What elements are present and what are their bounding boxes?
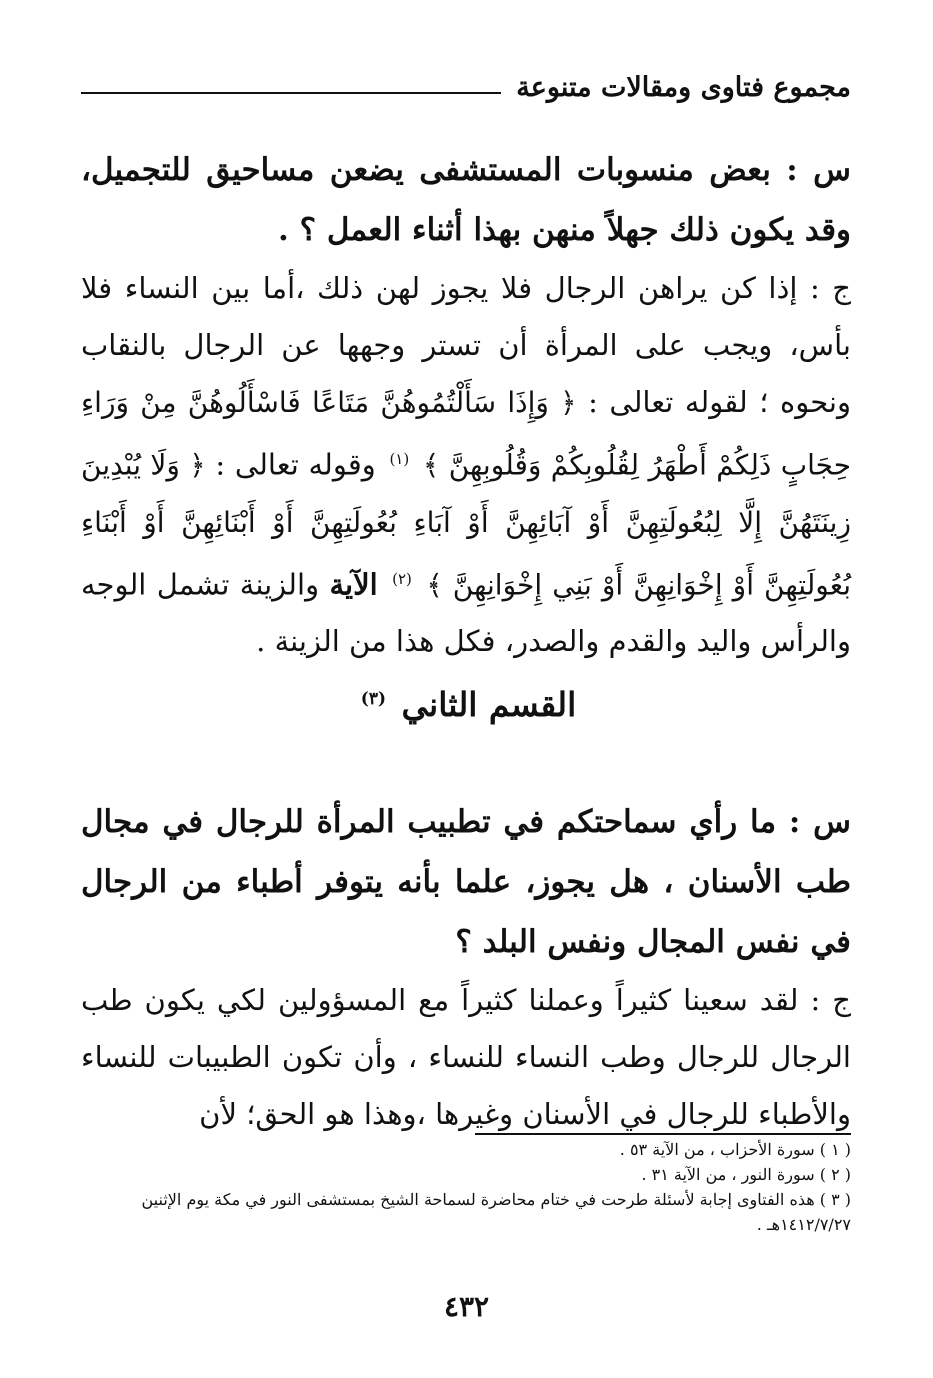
- footnote-1: ( ١ ) سورة الأحزاب ، من الآية ٥٣ .: [619, 1140, 851, 1159]
- footnote-ref-3: (٣): [360, 689, 386, 709]
- page-number: ٤٣٢: [443, 1290, 490, 1323]
- answer-1-middle: وقوله تعالى :: [215, 447, 376, 482]
- ayah-word: الآية: [329, 567, 378, 602]
- section-title-text: القسم الثاني: [401, 685, 577, 724]
- footnote-rule: [475, 1133, 851, 1135]
- footnotes: [131, 1137, 851, 1237]
- answer-1-intro: ج : إذا كن يراهن الرجال فلا يجوز لهن ذلك ،أما بين النساء فلا بأس، ويجب على المرأة أن تستر وجهها عن الرجال بالنقاب ونحوه ؛ لقوله تعالى :: [81, 271, 851, 419]
- quran-verse-2: ﴿ وَلَا يُبْدِينَ زِينَتَهُنَّ إِلَّا لِبُعُولَتِهِنَّ أَوْ آبَائِهِنَّ أَوْ آبَاءِ بُعُولَتِهِنَّ أَوْ أَبْنَائِهِنَّ أَوْ أَبْنَاءِ بُعُولَتِهِنَّ أَوْ إِخْوَانِهِنَّ أَوْ بَنِي إِخْوَانِهِنَّ ﴾: [81, 448, 852, 602]
- question-1: س : بعض منسوبات المستشفى يضعن مساحيق للتجميل، وقد يكون ذلك جهلاً منهن بهذا أثناء العمل ؟ .: [81, 152, 851, 248]
- footnote-2: ( ٢ ) سورة النور ، من الآية ٣١ .: [641, 1165, 851, 1184]
- qa-block-1: [81, 140, 851, 670]
- running-header: [81, 70, 851, 110]
- question-2: س : ما رأي سماحتكم في تطبيب المرأة للرجال في مجال طب الأسنان ، هل يجوز، علما بأنه يتوفر أطباء من الرجال في نفس المجال ونفس البلد ؟: [81, 804, 851, 960]
- qa-block-2: [81, 792, 851, 1143]
- answer-2: ج : لقد سعينا كثيراً وعملنا كثيراً مع المسؤولين لكي يكون طب الرجال للرجال وطب النساء للنساء ، وأن تكون الطبيبات للنساء والأطباء للرجال في الأسنان وغيرها ،وهذا هو الحق؛ لأن: [81, 983, 851, 1131]
- answer-1-end: والزينة تشمل الوجه والرأس واليد والقدم والصدر، فكل هذا من الزينة .: [81, 567, 851, 659]
- answer-1: [81, 260, 851, 670]
- section-title: [0, 685, 933, 724]
- running-header-title: مجموع فتاوى ومقالات متنوعة: [516, 72, 851, 103]
- footnote-ref-2: (٢): [392, 569, 412, 588]
- header-rule: [81, 92, 501, 94]
- footnote-ref-1: (١): [389, 450, 410, 468]
- quran-verse-1: ﴿ وَإِذَا سَأَلْتُمُوهُنَّ مَتَاعًا فَاسْأَلُوهُنَّ مِنْ وَرَاءِ حِجَابٍ ذَلِكُمْ أَطْهَرُ لِقُلُوبِكُمْ وَقُلُوبِهِنَّ ﴾: [81, 386, 851, 482]
- footnote-3: ( ٣ ) هذه الفتاوى إجابة لأسئلة طرحت في ختام محاضرة لسماحة الشيخ بمستشفى النور في مكة يوم الإثنين ١٤١٢/٧/٢٧هـ .: [141, 1190, 851, 1234]
